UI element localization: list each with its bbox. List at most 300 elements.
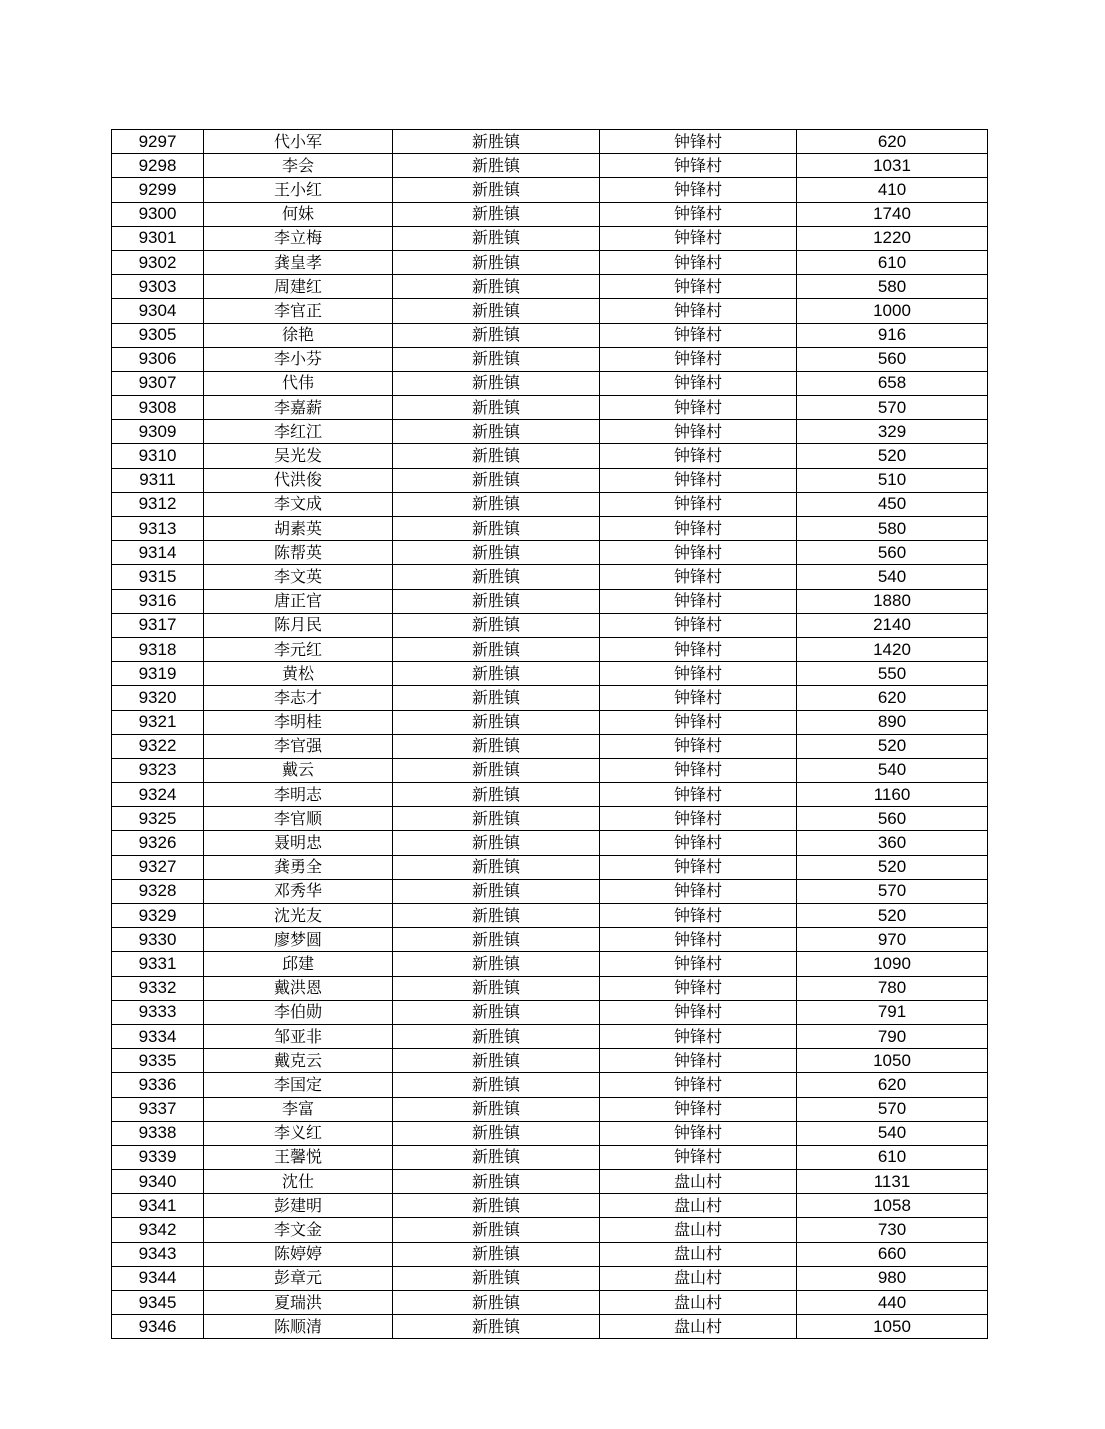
town-cell: 新胜镇 (393, 323, 600, 347)
row-id-cell: 9330 (112, 928, 204, 952)
name-cell: 李明桂 (204, 710, 393, 734)
amount-cell: 890 (797, 710, 988, 734)
table-row (112, 952, 988, 976)
town-cell: 新胜镇 (393, 1315, 600, 1339)
name-cell: 何妹 (204, 202, 393, 226)
town-cell: 新胜镇 (393, 1000, 600, 1024)
name-cell: 王小红 (204, 178, 393, 202)
town-cell: 新胜镇 (393, 1266, 600, 1290)
name-cell: 彭章元 (204, 1266, 393, 1290)
amount-cell: 660 (797, 1242, 988, 1266)
village-cell: 钟锋村 (600, 807, 797, 831)
town-cell: 新胜镇 (393, 928, 600, 952)
row-id-cell: 9324 (112, 783, 204, 807)
amount-cell: 580 (797, 517, 988, 541)
name-cell: 李富 (204, 1097, 393, 1121)
name-cell: 戴云 (204, 758, 393, 782)
town-cell: 新胜镇 (393, 1145, 600, 1169)
amount-cell: 540 (797, 1121, 988, 1145)
row-id-cell: 9305 (112, 323, 204, 347)
village-cell: 钟锋村 (600, 347, 797, 371)
amount-cell: 450 (797, 492, 988, 516)
name-cell: 李伯勋 (204, 1000, 393, 1024)
name-cell: 李红江 (204, 420, 393, 444)
table-row (112, 1024, 988, 1048)
table-row (112, 371, 988, 395)
village-cell: 钟锋村 (600, 323, 797, 347)
row-id-cell: 9301 (112, 226, 204, 250)
row-id-cell: 9306 (112, 347, 204, 371)
amount-cell: 1090 (797, 952, 988, 976)
table-row (112, 541, 988, 565)
amount-cell: 1220 (797, 226, 988, 250)
table-row (112, 444, 988, 468)
amount-cell: 550 (797, 662, 988, 686)
village-cell: 钟锋村 (600, 1073, 797, 1097)
table-row (112, 710, 988, 734)
row-id-cell: 9332 (112, 976, 204, 1000)
village-cell: 钟锋村 (600, 178, 797, 202)
town-cell: 新胜镇 (393, 565, 600, 589)
table-row (112, 1266, 988, 1290)
row-id-cell: 9337 (112, 1097, 204, 1121)
town-cell: 新胜镇 (393, 1024, 600, 1048)
name-cell: 聂明忠 (204, 831, 393, 855)
table-row (112, 1000, 988, 1024)
village-cell: 盘山村 (600, 1242, 797, 1266)
amount-cell: 580 (797, 275, 988, 299)
town-cell: 新胜镇 (393, 1242, 600, 1266)
row-id-cell: 9326 (112, 831, 204, 855)
amount-cell: 730 (797, 1218, 988, 1242)
village-cell: 钟锋村 (600, 444, 797, 468)
table-row (112, 904, 988, 928)
row-id-cell: 9336 (112, 1073, 204, 1097)
amount-cell: 1420 (797, 637, 988, 661)
amount-cell: 620 (797, 1073, 988, 1097)
town-cell: 新胜镇 (393, 250, 600, 274)
amount-cell: 560 (797, 807, 988, 831)
town-cell: 新胜镇 (393, 541, 600, 565)
table-row (112, 758, 988, 782)
amount-cell: 1160 (797, 783, 988, 807)
name-cell: 陈婷婷 (204, 1242, 393, 1266)
name-cell: 李文金 (204, 1218, 393, 1242)
name-cell: 李嘉薪 (204, 396, 393, 420)
row-id-cell: 9317 (112, 613, 204, 637)
village-cell: 钟锋村 (600, 420, 797, 444)
name-cell: 徐艳 (204, 323, 393, 347)
name-cell: 李国定 (204, 1073, 393, 1097)
name-cell: 王馨悦 (204, 1145, 393, 1169)
name-cell: 戴洪恩 (204, 976, 393, 1000)
amount-cell: 1031 (797, 154, 988, 178)
name-cell: 沈仕 (204, 1170, 393, 1194)
row-id-cell: 9307 (112, 371, 204, 395)
row-id-cell: 9308 (112, 396, 204, 420)
town-cell: 新胜镇 (393, 275, 600, 299)
amount-cell: 520 (797, 855, 988, 879)
village-cell: 钟锋村 (600, 130, 797, 154)
name-cell: 邱建 (204, 952, 393, 976)
row-id-cell: 9329 (112, 904, 204, 928)
row-id-cell: 9314 (112, 541, 204, 565)
amount-cell: 329 (797, 420, 988, 444)
town-cell: 新胜镇 (393, 952, 600, 976)
name-cell: 龚皇孝 (204, 250, 393, 274)
row-id-cell: 9341 (112, 1194, 204, 1218)
town-cell: 新胜镇 (393, 492, 600, 516)
town-cell: 新胜镇 (393, 444, 600, 468)
row-id-cell: 9312 (112, 492, 204, 516)
name-cell: 李立梅 (204, 226, 393, 250)
village-cell: 钟锋村 (600, 976, 797, 1000)
row-id-cell: 9309 (112, 420, 204, 444)
town-cell: 新胜镇 (393, 904, 600, 928)
row-id-cell: 9323 (112, 758, 204, 782)
table-row (112, 879, 988, 903)
name-cell: 廖梦圆 (204, 928, 393, 952)
table-row (112, 226, 988, 250)
town-cell: 新胜镇 (393, 807, 600, 831)
row-id-cell: 9340 (112, 1170, 204, 1194)
row-id-cell: 9345 (112, 1291, 204, 1315)
table-row (112, 565, 988, 589)
name-cell: 代小军 (204, 130, 393, 154)
table-row (112, 1170, 988, 1194)
amount-cell: 520 (797, 734, 988, 758)
village-cell: 钟锋村 (600, 275, 797, 299)
village-cell: 钟锋村 (600, 589, 797, 613)
amount-cell: 520 (797, 444, 988, 468)
amount-cell: 620 (797, 686, 988, 710)
table-row (112, 323, 988, 347)
name-cell: 李会 (204, 154, 393, 178)
name-cell: 李文成 (204, 492, 393, 516)
name-cell: 胡素英 (204, 517, 393, 541)
amount-cell: 1000 (797, 299, 988, 323)
row-id-cell: 9315 (112, 565, 204, 589)
table-row (112, 589, 988, 613)
row-id-cell: 9316 (112, 589, 204, 613)
table-row (112, 1121, 988, 1145)
row-id-cell: 9327 (112, 855, 204, 879)
village-cell: 盘山村 (600, 1266, 797, 1290)
town-cell: 新胜镇 (393, 154, 600, 178)
town-cell: 新胜镇 (393, 130, 600, 154)
name-cell: 龚勇全 (204, 855, 393, 879)
village-cell: 盘山村 (600, 1218, 797, 1242)
row-id-cell: 9331 (112, 952, 204, 976)
table-row (112, 250, 988, 274)
amount-cell: 1131 (797, 1170, 988, 1194)
table-row (112, 178, 988, 202)
amount-cell: 1058 (797, 1194, 988, 1218)
village-cell: 钟锋村 (600, 250, 797, 274)
town-cell: 新胜镇 (393, 686, 600, 710)
data-table (111, 129, 988, 1339)
row-id-cell: 9335 (112, 1049, 204, 1073)
town-cell: 新胜镇 (393, 226, 600, 250)
row-id-cell: 9303 (112, 275, 204, 299)
village-cell: 钟锋村 (600, 202, 797, 226)
table-row (112, 492, 988, 516)
row-id-cell: 9310 (112, 444, 204, 468)
village-cell: 钟锋村 (600, 831, 797, 855)
village-cell: 钟锋村 (600, 541, 797, 565)
table-row (112, 686, 988, 710)
village-cell: 钟锋村 (600, 928, 797, 952)
name-cell: 黄松 (204, 662, 393, 686)
table-body (112, 130, 988, 1339)
village-cell: 钟锋村 (600, 855, 797, 879)
village-cell: 盘山村 (600, 1315, 797, 1339)
town-cell: 新胜镇 (393, 468, 600, 492)
row-id-cell: 9298 (112, 154, 204, 178)
village-cell: 钟锋村 (600, 783, 797, 807)
village-cell: 钟锋村 (600, 1024, 797, 1048)
amount-cell: 791 (797, 1000, 988, 1024)
table-row (112, 420, 988, 444)
town-cell: 新胜镇 (393, 1049, 600, 1073)
table-row (112, 517, 988, 541)
amount-cell: 560 (797, 347, 988, 371)
name-cell: 陈顺清 (204, 1315, 393, 1339)
town-cell: 新胜镇 (393, 879, 600, 903)
village-cell: 钟锋村 (600, 758, 797, 782)
table-row (112, 154, 988, 178)
town-cell: 新胜镇 (393, 178, 600, 202)
name-cell: 李义红 (204, 1121, 393, 1145)
village-cell: 钟锋村 (600, 662, 797, 686)
name-cell: 李官强 (204, 734, 393, 758)
village-cell: 钟锋村 (600, 1000, 797, 1024)
amount-cell: 570 (797, 396, 988, 420)
town-cell: 新胜镇 (393, 1218, 600, 1242)
row-id-cell: 9344 (112, 1266, 204, 1290)
row-id-cell: 9321 (112, 710, 204, 734)
town-cell: 新胜镇 (393, 710, 600, 734)
village-cell: 钟锋村 (600, 904, 797, 928)
amount-cell: 610 (797, 250, 988, 274)
table-row (112, 976, 988, 1000)
amount-cell: 510 (797, 468, 988, 492)
town-cell: 新胜镇 (393, 1170, 600, 1194)
table-row (112, 347, 988, 371)
town-cell: 新胜镇 (393, 855, 600, 879)
table-row (112, 783, 988, 807)
town-cell: 新胜镇 (393, 1073, 600, 1097)
name-cell: 代伟 (204, 371, 393, 395)
village-cell: 钟锋村 (600, 637, 797, 661)
table-row (112, 299, 988, 323)
amount-cell: 360 (797, 831, 988, 855)
amount-cell: 1050 (797, 1315, 988, 1339)
name-cell: 李明志 (204, 783, 393, 807)
amount-cell: 790 (797, 1024, 988, 1048)
row-id-cell: 9343 (112, 1242, 204, 1266)
town-cell: 新胜镇 (393, 299, 600, 323)
name-cell: 夏瑞洪 (204, 1291, 393, 1315)
amount-cell: 620 (797, 130, 988, 154)
town-cell: 新胜镇 (393, 420, 600, 444)
village-cell: 钟锋村 (600, 1121, 797, 1145)
town-cell: 新胜镇 (393, 589, 600, 613)
row-id-cell: 9322 (112, 734, 204, 758)
row-id-cell: 9342 (112, 1218, 204, 1242)
village-cell: 盘山村 (600, 1170, 797, 1194)
village-cell: 钟锋村 (600, 371, 797, 395)
amount-cell: 2140 (797, 613, 988, 637)
village-cell: 钟锋村 (600, 1049, 797, 1073)
table-row (112, 1073, 988, 1097)
table-row (112, 1194, 988, 1218)
row-id-cell: 9297 (112, 130, 204, 154)
village-cell: 钟锋村 (600, 517, 797, 541)
amount-cell: 540 (797, 565, 988, 589)
name-cell: 邓秀华 (204, 879, 393, 903)
table-row (112, 662, 988, 686)
amount-cell: 440 (797, 1291, 988, 1315)
name-cell: 李官正 (204, 299, 393, 323)
table-row (112, 1291, 988, 1315)
amount-cell: 1050 (797, 1049, 988, 1073)
table-row (112, 202, 988, 226)
name-cell: 邹亚非 (204, 1024, 393, 1048)
name-cell: 沈光友 (204, 904, 393, 928)
amount-cell: 570 (797, 879, 988, 903)
amount-cell: 610 (797, 1145, 988, 1169)
row-id-cell: 9333 (112, 1000, 204, 1024)
amount-cell: 658 (797, 371, 988, 395)
town-cell: 新胜镇 (393, 734, 600, 758)
village-cell: 钟锋村 (600, 1145, 797, 1169)
table-row (112, 1218, 988, 1242)
town-cell: 新胜镇 (393, 396, 600, 420)
table-row (112, 396, 988, 420)
town-cell: 新胜镇 (393, 517, 600, 541)
amount-cell: 1880 (797, 589, 988, 613)
amount-cell: 980 (797, 1266, 988, 1290)
town-cell: 新胜镇 (393, 371, 600, 395)
name-cell: 代洪俊 (204, 468, 393, 492)
name-cell: 陈帮英 (204, 541, 393, 565)
village-cell: 钟锋村 (600, 299, 797, 323)
row-id-cell: 9318 (112, 637, 204, 661)
table-row (112, 637, 988, 661)
village-cell: 盘山村 (600, 1291, 797, 1315)
table-row (112, 130, 988, 154)
name-cell: 戴克云 (204, 1049, 393, 1073)
name-cell: 周建红 (204, 275, 393, 299)
amount-cell: 1740 (797, 202, 988, 226)
name-cell: 李元红 (204, 637, 393, 661)
town-cell: 新胜镇 (393, 758, 600, 782)
table-row (112, 831, 988, 855)
town-cell: 新胜镇 (393, 1121, 600, 1145)
table-row (112, 1049, 988, 1073)
amount-cell: 540 (797, 758, 988, 782)
row-id-cell: 9311 (112, 468, 204, 492)
village-cell: 钟锋村 (600, 492, 797, 516)
table-row (112, 734, 988, 758)
name-cell: 吴光发 (204, 444, 393, 468)
town-cell: 新胜镇 (393, 637, 600, 661)
amount-cell: 520 (797, 904, 988, 928)
village-cell: 钟锋村 (600, 613, 797, 637)
town-cell: 新胜镇 (393, 662, 600, 686)
row-id-cell: 9334 (112, 1024, 204, 1048)
table-row (112, 1097, 988, 1121)
amount-cell: 410 (797, 178, 988, 202)
town-cell: 新胜镇 (393, 1291, 600, 1315)
village-cell: 钟锋村 (600, 952, 797, 976)
row-id-cell: 9319 (112, 662, 204, 686)
name-cell: 彭建明 (204, 1194, 393, 1218)
town-cell: 新胜镇 (393, 613, 600, 637)
amount-cell: 570 (797, 1097, 988, 1121)
village-cell: 盘山村 (600, 1194, 797, 1218)
village-cell: 钟锋村 (600, 734, 797, 758)
town-cell: 新胜镇 (393, 202, 600, 226)
table-row (112, 613, 988, 637)
village-cell: 钟锋村 (600, 154, 797, 178)
row-id-cell: 9339 (112, 1145, 204, 1169)
amount-cell: 560 (797, 541, 988, 565)
village-cell: 钟锋村 (600, 565, 797, 589)
table-row (112, 275, 988, 299)
village-cell: 钟锋村 (600, 710, 797, 734)
row-id-cell: 9346 (112, 1315, 204, 1339)
town-cell: 新胜镇 (393, 1194, 600, 1218)
town-cell: 新胜镇 (393, 976, 600, 1000)
town-cell: 新胜镇 (393, 1097, 600, 1121)
table-row (112, 807, 988, 831)
row-id-cell: 9300 (112, 202, 204, 226)
village-cell: 钟锋村 (600, 468, 797, 492)
amount-cell: 780 (797, 976, 988, 1000)
amount-cell: 970 (797, 928, 988, 952)
name-cell: 李志才 (204, 686, 393, 710)
row-id-cell: 9320 (112, 686, 204, 710)
amount-cell: 916 (797, 323, 988, 347)
name-cell: 陈月民 (204, 613, 393, 637)
name-cell: 李小芬 (204, 347, 393, 371)
village-cell: 钟锋村 (600, 686, 797, 710)
row-id-cell: 9338 (112, 1121, 204, 1145)
town-cell: 新胜镇 (393, 783, 600, 807)
row-id-cell: 9325 (112, 807, 204, 831)
table-row (112, 855, 988, 879)
name-cell: 唐正官 (204, 589, 393, 613)
row-id-cell: 9328 (112, 879, 204, 903)
village-cell: 钟锋村 (600, 396, 797, 420)
table-row (112, 1242, 988, 1266)
name-cell: 李文英 (204, 565, 393, 589)
town-cell: 新胜镇 (393, 347, 600, 371)
name-cell: 李官顺 (204, 807, 393, 831)
table-row (112, 1315, 988, 1339)
table-row (112, 1145, 988, 1169)
town-cell: 新胜镇 (393, 831, 600, 855)
village-cell: 钟锋村 (600, 879, 797, 903)
row-id-cell: 9304 (112, 299, 204, 323)
table-row (112, 928, 988, 952)
row-id-cell: 9299 (112, 178, 204, 202)
village-cell: 钟锋村 (600, 1097, 797, 1121)
table-row (112, 468, 988, 492)
row-id-cell: 9313 (112, 517, 204, 541)
